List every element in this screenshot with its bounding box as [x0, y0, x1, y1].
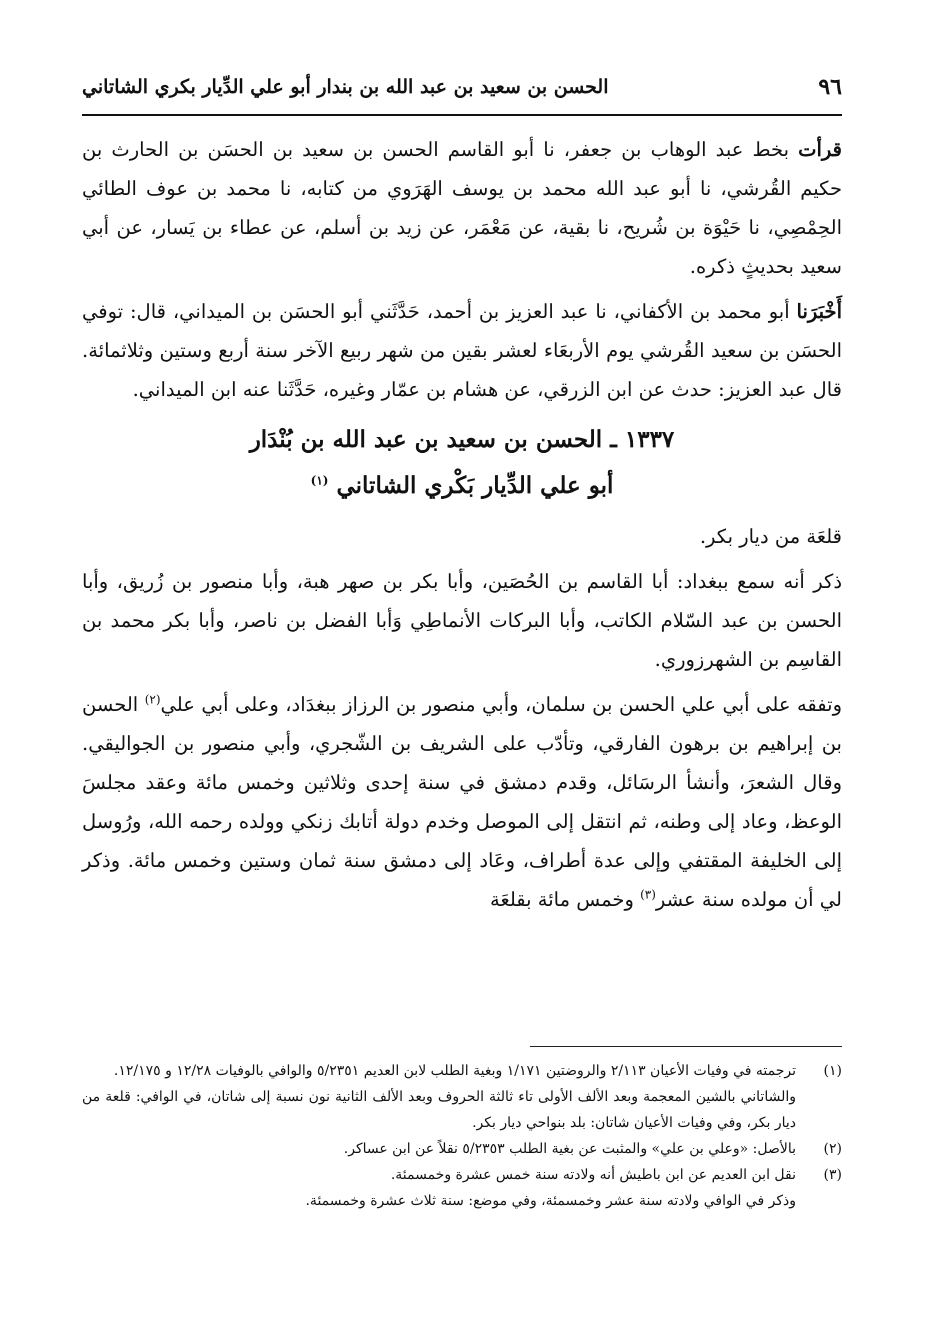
paragraph-3: قلعَة من ديار بكر.: [699, 525, 842, 548]
paragraph-text: أبو محمد بن الأكفاني، نا عبد العزيز بن أحمد، حَدَّثَني أبو الحسَن بن الميداني، قال: توفي الحسَن بن سعيد القُرشي يوم الأربعَاء لعشر بقين من شهر ربيع الآخر سنة أربع وستين وثلاثمائة. قال عبد العزيز: حدث عن ابن الزرقي، عن هشام بن عمّار وغيره، حَدَّثَنا عنه ابن الميداني.: [82, 300, 842, 401]
footnote-divider: [530, 1046, 842, 1047]
lead-word: قرأت: [798, 138, 842, 161]
main-text: [82, 130, 842, 919]
paragraph-4: ذكر أنه سمع ببغداد: أبا القاسم بن الحُصَين، وأبا بكر بن صهر هبة، وأبا منصور بن زُريق، وأبا الحسن بن عبد السّلام الكاتب، وأبا البركات الأنماطِي وَأبا الفضل بن ناصر، وأبا بكر محمد بن القاسِم بن الشهرزوري.: [82, 570, 842, 671]
paragraph-2: [82, 292, 842, 409]
paragraph-text: بخط عبد الوهاب بن جعفر، نا أبو القاسم الحسن بن سعيد بن الحسَن بن الحارث بن حكيم القُرشي، نا أبو عبد الله محمد بن يوسف الهَرَوي من كتابه، نا محمد بن عوف الطائي الحِمْصِي، نا حَيْوَة بن شُريح، نا بقية، عن مَعْمَر، عن زيد بن أسلم، عن عطاء بن يَسار، عن أبي سعيد بحديثٍ ذكره.: [82, 138, 842, 278]
paragraph-5-part-b: الحسن بن إبراهيم بن برهون الفارقي، وتأدّب على الشريف بن الشّجري، وأبي منصور بن الجواليقي. وقال الشعرَ، وأنشأ الرسَائل، وقدم دمشق في سنة إحدى وثلاثين وخمس مائة وعقد مجلسَ الوعظ، وعاد إلى وطنه، ثم انتقل إلى الموصل وخدم دولة أتابك زنكي وولده رحمه الله، ورُوسل إلى الخليفة المقتفي وإلى عدة أطراف، وعَاد إلى دمشق سنة ثمان وستين وخمس مائة. وذكر لي أن مولده سنة عشر: [82, 693, 842, 911]
footnote-number: (٢): [823, 1141, 842, 1157]
footnote: [82, 1136, 842, 1162]
paragraph-5: [82, 685, 842, 919]
footnote-text: والشاتاني بالشين المعجمة وبعد الألف الأولى تاء ثالثة الحروف وبعد الألف الثانية نون نسبة إلى شاتان، في الوافي: قلعة من ديار بكر، وفي وفيات الأعيان شاتان: بلد بنواحي ديار بكر.: [82, 1089, 796, 1131]
footnote-number: (١): [823, 1063, 842, 1079]
footnote-text: وذكر في الوافي ولادته سنة عشر وخمسمئة، وفي موضع: سنة ثلاث عشرة وخمسمئة.: [305, 1193, 796, 1209]
footnote-ref-3: (٣): [640, 887, 656, 902]
footnote-ref-2: (٢): [144, 692, 161, 707]
footnote-text: ترجمته في وفيات الأعيان ٢/١١٣ والروضتين ١/١٧١ وبغية الطلب لابن العديم ٥/٢٣٥١ والوافي بالوفيات ١٢/٢٨ و ١٢/١٧٥.: [113, 1063, 796, 1079]
footnote-ref-1: (١): [310, 473, 329, 488]
lead-word: أَخْبَرَنا: [796, 300, 842, 323]
entry-heading: [82, 417, 842, 509]
running-title: الحسن بن سعيد بن عبد الله بن بندار أبو علي الدِّيار بكري الشاتاني: [82, 76, 609, 98]
page-number: ٩٦: [818, 74, 842, 100]
footnote-text: بالأصل: «وعلي بن علي» والمثبت عن بغية الطلب ٥/٢٣٥٣ نقلاً عن ابن عساكر.: [343, 1141, 796, 1157]
footnote-number: (٣): [823, 1167, 842, 1183]
paragraph-5-part-c: وخمس مائة بقلعَة: [489, 888, 641, 911]
footnote: [82, 1162, 842, 1214]
footnote: [82, 1058, 842, 1136]
entry-heading-name: أبو علي الدِّيار بَكْري الشاتاني: [336, 472, 614, 499]
entry-heading-line-1: ١٣٣٧ ـ الحسن بن سعيد بن عبد الله بن بُنْدَار: [249, 426, 675, 453]
footnotes: [82, 1058, 842, 1214]
paragraph-1: [82, 130, 842, 286]
page-header: [82, 72, 842, 116]
entry-heading-line-2: [82, 463, 842, 509]
footnote-text: نقل ابن العديم عن ابن باطيش أنه ولادته سنة خمس عشرة وخمسمئة.: [390, 1167, 796, 1183]
paragraph-5-part-a: وتفقه على أبي علي الحسن بن سلمان، وأبي منصور بن الرزاز ببغدَاد، وعلى أبي علي: [160, 693, 842, 716]
